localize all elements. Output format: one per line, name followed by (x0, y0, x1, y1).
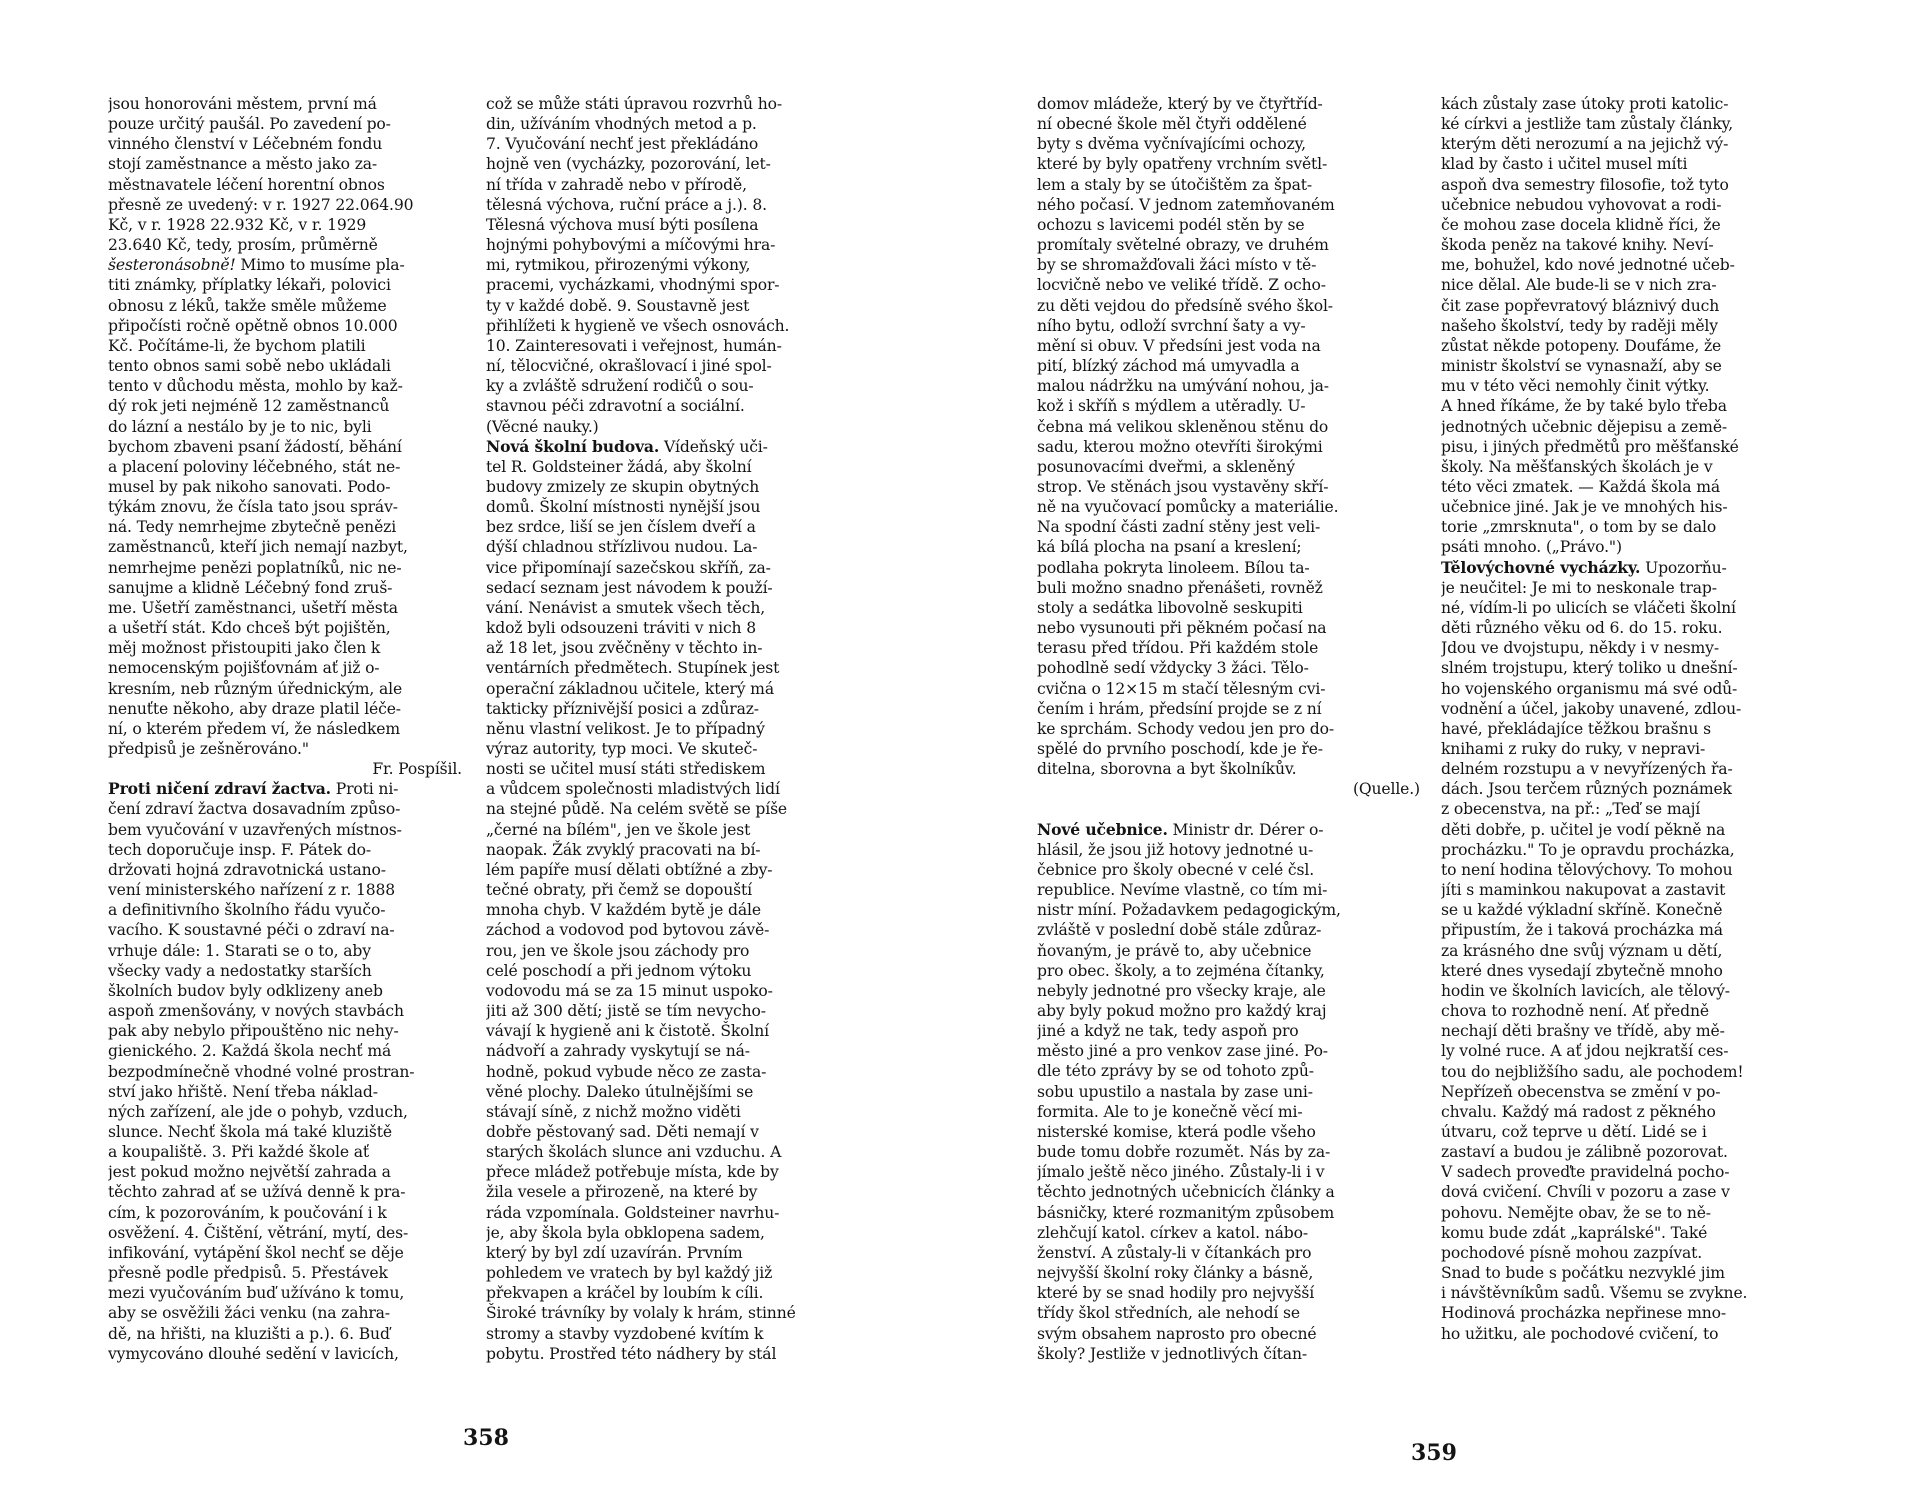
text-line: a ušetří stát. Kdo chceš být pojištěn, (108, 619, 391, 638)
text-line: V sadech proveďte pravidelná pocho- (1441, 1163, 1730, 1182)
text-line: zvláště v poslední době stále zdůraz- (1037, 921, 1322, 940)
text-line: ženství. A zůstaly-li v čítankách pro (1037, 1243, 1312, 1262)
text-line: chova to rozhodně není. Ať předně (1441, 1002, 1709, 1021)
text-line: jest pokud možno největší zahrada a (108, 1163, 391, 1182)
text-line: byty s dvěma vyčnívajícími ochozy, (1037, 135, 1306, 154)
text-line: které dnes vysedají zbytečně mnoho (1441, 961, 1723, 980)
section-heading: Tělovýchovné vycházky. (1441, 557, 1641, 577)
text-line: básničky, které rozmanitým způsobem (1037, 1203, 1335, 1222)
text-line: kož i skříň s mýdlem a utěradly. U- (1037, 397, 1306, 416)
text-line: pití, blízký záchod má umyvadla a (1037, 357, 1300, 376)
text-line: bezpodmínečně vhodné volné prostran- (108, 1062, 415, 1081)
text-line: spělé do prvního poschodí, kde je ře- (1037, 740, 1323, 758)
text-line: jsou honorováni městem, první má (108, 95, 377, 113)
text-line: din, užíváním vhodných metod a p. (486, 115, 757, 134)
text-line: osvěžení. 4. Čištění, větrání, mytí, des- (108, 1223, 409, 1242)
page-number: 359 (1411, 1440, 1457, 1466)
text-line: vání. Nenávist a smutek všech těch, (486, 598, 766, 617)
text-line: pochodové písně mohou zazpívat. (1441, 1243, 1703, 1262)
text-line: pisu, i jiných předmětů pro měšťanské (1441, 437, 1739, 456)
text-line: měj možnost přistoupiti jako člen k (108, 639, 381, 658)
text-line: torie „zmrsknuta", o tom by se dalo (1441, 518, 1717, 537)
text-line: aspoň dva semestry filosofie, tož tyto (1441, 175, 1729, 194)
text-line: stojí zaměstnance a město jako za- (108, 155, 378, 174)
text-line: nenuťte někoho, aby draze platil léče- (108, 699, 401, 718)
text-line: vinného členství v Léčebném fondu (108, 135, 383, 154)
text-line: těchto zahrad ať se užívá denně k pra- (108, 1183, 406, 1202)
emphasis: šesteronásobně! (108, 256, 236, 275)
text-line: děti různého věku od 6. do 15. roku. (1441, 619, 1723, 638)
text-line: ní, o kterém předem ví, že následkem (108, 719, 400, 738)
text-line: vacího. K soustavné péči o zdraví na- (108, 921, 395, 940)
text-line: tel R. Goldsteiner žádá, aby školní (486, 457, 752, 476)
text-line: i návštěvníkům sadů. Všemu se zvykne. (1441, 1284, 1748, 1303)
text-line: to není hodina tělovýchovy. To mohou (1441, 860, 1733, 879)
text-line: 7. Vyučování nechť jest překládáno (486, 135, 759, 154)
text-line: pouze určitý paušál. Po zavedení po- (108, 115, 391, 134)
text-line: Nová školní budova. Vídeňský uči- (486, 436, 768, 456)
text-line: tou do nejbližšího sadu, ale pochodem! (1441, 1062, 1744, 1081)
text-line: hlásil, že jsou již hotovy jednotné u- (1037, 840, 1314, 859)
text-line: kresním, neb různým úřednickým, ale (108, 679, 403, 698)
text-line: titi známky, příplatky lékaři, polovici (108, 276, 391, 295)
text-line: ministr školství se vynasnaží, aby se (1441, 357, 1722, 376)
text-line: vodovodu má se za 15 minut uspoko- (486, 981, 773, 1000)
text-line: celé poschodí a při jednom výtoku (486, 961, 752, 980)
text-line: dle této zprávy by se od tohoto způ- (1037, 1062, 1314, 1081)
text-line: stávají síně, z nichž možno viděti (486, 1102, 741, 1121)
text-line: mnoha chyb. V každém bytě je dále (486, 901, 761, 920)
text-line: město jiné a pro venkov zase jiné. Po- (1037, 1042, 1328, 1061)
text-line: Kč. Počítáme-li, že bychom platili (108, 336, 366, 355)
text-line: „černé na bílém", jen ve škole jest (486, 820, 751, 839)
text-line: vymycováno dlouhé sedění v lavicích, (108, 1344, 399, 1363)
text-line: pobytu. Prostřed této nádhery by stál (486, 1344, 777, 1363)
text-line: ho užitku, ale pochodové cvičení, to (1441, 1324, 1719, 1343)
page-number: 358 (463, 1425, 509, 1451)
page-359 (953, 0, 1906, 1500)
text-line: cím, k pozorováním, k poučování i k (108, 1203, 387, 1222)
text-line: terasu před třídou. Při každém stole (1037, 639, 1319, 658)
text-line: 23.640 Kč, tedy, prosím, průměrně (108, 236, 378, 255)
text-line: podlaha pokryta linoleem. Bílou ta- (1037, 558, 1310, 577)
text-line: jíti s maminkou nakupovat a zastavit (1441, 881, 1726, 900)
text-line: přesně podle předpisů. 5. Přestávek (108, 1264, 388, 1283)
text-line: bychom zbaveni psaní žádostí, běhání (108, 437, 402, 456)
text-line: sobu upustilo a nastala by zase uni- (1037, 1082, 1313, 1101)
text-line: školy? Jestliže v jednotlivých čítan- (1037, 1344, 1307, 1363)
text-line: na stejné půdě. Na celém světě se píše (486, 800, 788, 819)
text-line: ní, tělocvičné, okrašlovací i jiné spol- (486, 357, 772, 376)
text-line: zastaví a budou je zálibně pozorovat. (1441, 1143, 1728, 1162)
text-line: mění si obuv. V předsíni jest voda na (1037, 336, 1321, 355)
text-line: čebnice pro školy obecné v celé čsl. (1037, 860, 1315, 879)
text-line: děti dobře, p. učitel je vodí pěkně na (1441, 820, 1726, 839)
text-line: jiné a když ne tak, tedy aspoň pro (1037, 1022, 1299, 1041)
text-line: předpisů je zešněrováno." (108, 740, 309, 758)
right-page-column-1 (1037, 94, 1420, 1364)
text-line: domů. Školní místnosti nynější jsou (486, 498, 761, 517)
text-line: aspoň zmenšovány, v nových stavbách (108, 1002, 404, 1021)
text-line: žila vesele a přirozeně, na které by (486, 1183, 758, 1202)
text-line: Fr. Pospíšil. (372, 760, 462, 779)
text-line: 10. Zainteresovati i veřejnost, humán- (486, 336, 782, 355)
text-line: sadu, kterou možno otevříti širokými (1037, 437, 1323, 456)
text-line: jímalo ještě něco jiného. Zůstaly-li i v (1037, 1163, 1325, 1182)
text-line: knihami z ruky do ruky, v nepravi- (1441, 740, 1706, 758)
text-line: Nové učebnice. Ministr dr. Dérer o- (1037, 819, 1324, 839)
text-line: mezi vyučováním buď užíváno k tomu, (108, 1284, 405, 1303)
text-line: přihlížeti k hygieně ve všech osnovách. (486, 316, 790, 335)
text-line: dová cvičení. Chvíli v pozoru a zase v (1441, 1183, 1730, 1202)
text-line: jiti až 300 dětí; jistě se tím nevycho- (486, 1002, 766, 1021)
text-line: svým obsahem naprosto pro obecné (1037, 1324, 1317, 1343)
text-line: budovy zmizely ze skupin obytných (486, 477, 760, 496)
text-line: me. Ušetří zaměstnanci, ušetří města (108, 598, 398, 617)
text-line: Tělovýchovné vycházky. Upozorňu- (1441, 557, 1727, 577)
text-line: pracemi, vycházkami, vhodnými spor- (486, 276, 780, 295)
text-line: těchto jednotných učebnicích články a (1037, 1183, 1335, 1202)
text-line: bem vyučování v uzavřených místnos- (108, 820, 402, 839)
text-line: bez srdce, liší se jen číslem dveří a (486, 518, 756, 537)
text-line: nemrhejme penězi poplatníků, nic ne- (108, 558, 402, 577)
text-line: A hned říkáme, že by také bylo třeba (1441, 397, 1727, 416)
text-line: školních budov byly odklizeny aneb (108, 981, 383, 1000)
text-line: ná. Tedy nemrhejme zbytečně penězi (108, 518, 397, 537)
text-line: ty v každé době. 9. Soustavně jest (486, 296, 750, 315)
text-line: přesně ze uvedený: v r. 1927 22.064.90 (108, 195, 414, 214)
text-line: tech doporučuje insp. F. Pátek do- (108, 840, 372, 859)
text-line: starých školách slunce ani vzduchu. A (486, 1143, 782, 1162)
text-line: vení ministerského nařízení z r. 1888 (108, 881, 396, 900)
text-line: pohledem ve vratech by byl každý již (486, 1264, 773, 1283)
text-line: záchod a vodovod pod bytovou závě- (486, 921, 770, 940)
text-line: takticky příznivější posici a zdůraz- (486, 699, 759, 718)
text-line: překvapen a kráčel by loubím k cíli. (486, 1284, 764, 1303)
text-line: Nepřízeň obecenstva se změní v po- (1441, 1082, 1721, 1101)
text-line: pohodlně sedí vždycky 3 žáci. Tělo- (1037, 659, 1309, 678)
text-line: školy. Na měšťanských školách je v (1441, 457, 1713, 476)
text-line: připustím, že i taková procházka má (1441, 921, 1723, 940)
text-line: slunce. Nechť škola má také kluziště (108, 1122, 392, 1141)
text-line: psáti mnoho. („Právo.") (1441, 538, 1622, 557)
text-line: slném trojstupu, který toliko u dnešní- (1441, 659, 1738, 678)
text-line: které by byly opatřeny vrchním světl- (1037, 155, 1328, 174)
text-line: mu v této věci nemohly činit výtky. (1441, 377, 1710, 396)
text-line: Kč, v r. 1928 22.932 Kč, v r. 1929 (108, 215, 367, 234)
text-line: ke sprchám. Schody vedou jen pro do- (1037, 719, 1334, 738)
text-line: ní třída v zahradě nebo v přírodě, (486, 175, 747, 194)
text-line: ství jako hřiště. Není třeba náklad- (108, 1082, 378, 1101)
text-line: ventárních předmětech. Stupínek jest (486, 659, 780, 678)
text-line: nisterské komise, která podle všeho (1037, 1122, 1316, 1141)
text-line: věné plochy. Daleko útulnějšími se (486, 1082, 754, 1101)
text-line: vrhuje dále: 1. Starati se o to, aby (108, 941, 371, 960)
text-line: šesteronásobně! Mimo to musíme pla- (108, 256, 405, 275)
text-line: tečné obraty, při čemž se dopouští (486, 881, 752, 900)
text-line: stavnou péči zdravotní a sociální. (486, 397, 745, 416)
text-line: čení zdraví žactva dosavadním způso- (108, 800, 401, 819)
text-line: pohovu. Nemějte obav, že se to ně- (1441, 1203, 1711, 1222)
text-line: útvaru, což teprve u dětí. Lidé se i (1441, 1122, 1707, 1141)
text-line: kách zůstaly zase útoky proti katolic- (1441, 95, 1729, 113)
text-line: stromy a stavby vyzdobené kvítím k (486, 1324, 764, 1343)
text-line: tento obnos sami sobě nebo ukládali (108, 357, 391, 376)
text-line: týkám znovu, že čísla tato jsou správ- (108, 498, 398, 517)
text-line: mi, rytmikou, přirozenými výkony, (486, 256, 751, 275)
text-line: všecky vady a nedostatky starších (108, 961, 372, 980)
text-line: pak aby nebylo připouštěno nic nehy- (108, 1022, 399, 1041)
text-line: gienického. 2. Každá škola nechť má (108, 1042, 392, 1061)
text-line: výraz autority, typ moci. Ve skuteč- (486, 740, 758, 758)
text-line: tento v důchodu města, mohlo by kaž- (108, 377, 403, 396)
text-line: Snad to bude s počátku nezvyklé jim (1441, 1264, 1725, 1283)
text-line: sedací seznam jest návodem k použí- (486, 578, 773, 597)
text-line: ního bytu, odloží svrchní šaty a vy- (1037, 316, 1306, 335)
text-line: hodin ve školních lavicích, ale tělový- (1441, 981, 1730, 1000)
text-line: dýší chladnou střízlivou nudou. La- (486, 538, 758, 557)
text-line: ho vojenského organismu má své odů- (1441, 679, 1738, 698)
text-line: nosti se učitel musí státi střediskem (486, 760, 766, 779)
text-line: nechají děti brašny ve třídě, aby mě- (1441, 1022, 1725, 1041)
text-line: nistr míní. Požadavkem pedagogickým, (1037, 901, 1341, 920)
text-line: přece mládež potřebuje místa, kde by (486, 1163, 779, 1182)
text-line: né, vídím-li po ulicích se vláčeti školní (1441, 598, 1736, 617)
text-line: nice dělal. Ale bude-li se v nich zra- (1441, 276, 1717, 295)
text-line: nádvoří a zahrady vyskytují se ná- (486, 1042, 750, 1061)
text-line: ných zařízení, ale jde o pohyb, vzduch, (108, 1102, 408, 1121)
text-line: ké církvi a jestliže tam zůstaly články, (1441, 115, 1734, 134)
text-line: vice připomínají sazečskou skříň, za- (486, 558, 771, 577)
section-heading: Proti ničení zdraví žactva. (108, 779, 331, 799)
text-line: ného počasí. V jednom zatemňovaném (1037, 195, 1335, 214)
text-line: kdož byli odsouzeni tráviti v nich 8 (486, 619, 757, 638)
text-line: které by se snad hodily pro nejvyšší (1037, 1284, 1315, 1303)
text-line: ochozu s lavicemi podél stěn by se (1037, 215, 1305, 234)
text-line: dách. Jsou terčem různých poznámek (1441, 780, 1732, 799)
text-line: ňovaným, je právě to, aby učebnice (1037, 941, 1312, 960)
text-line: a vůdcem společnosti mladistvých lidí (486, 780, 780, 799)
text-line: lem a staly by se útočištěm za špat- (1037, 175, 1313, 194)
text-line: a placení poloviny léčebného, stát ne- (108, 457, 401, 476)
text-line: obnosu z léků, takže směle můžeme (108, 296, 387, 315)
text-line: procházku." To je opravdu procházka, (1441, 840, 1735, 859)
text-line: stoly a sedátka libovolně seskupiti (1037, 598, 1303, 617)
text-line: čebna má velikou skleněnou stěnu do (1037, 417, 1329, 436)
text-line: Jdou ve dvojstupu, někdy i v nesmy- (1441, 639, 1719, 658)
text-line: klad by často i učitel musel míti (1441, 155, 1688, 174)
text-line: buli možno snadno přenášeti, rovněž (1037, 578, 1323, 597)
text-line: této věci zmatek. — Každá škola má (1441, 477, 1720, 496)
text-line: havé, překládajíce těžkou brašnu s (1441, 719, 1711, 738)
text-line: strop. Ve stěnách jsou vystavěny skří- (1037, 477, 1329, 496)
text-line: ká bílá plocha na psaní a kreslení; (1037, 538, 1302, 557)
right-page-column-2 (1441, 94, 1819, 1344)
text-line: třídy škol středních, ale nehodí se (1037, 1304, 1300, 1323)
text-line: našeho školství, tedy by raději měly (1441, 316, 1718, 335)
text-line: čit zase popřevratový bláznivý duch (1441, 296, 1720, 315)
text-line: Široké trávníky by volaly k hrám, stinné (486, 1304, 796, 1323)
text-line: delném rozstupu a v nevyřízených řa- (1441, 760, 1733, 779)
text-line: ditelna, sborovna a byt školníkův. (1037, 760, 1297, 779)
text-line: pro obec. školy, a to zejména čítanky, (1037, 961, 1325, 980)
text-line: Proti ničení zdraví žactva. Proti ni- (108, 779, 399, 799)
text-line: ní obecné škole měl čtyři oddělené (1037, 115, 1307, 134)
text-line: vávají k hygieně ani k čistotě. Školní (486, 1022, 769, 1041)
text-line: bude tomu dobře rozumět. Nás by za- (1037, 1143, 1331, 1162)
text-line: učebnice jiné. Jak je ve mnohých his- (1441, 498, 1728, 517)
text-line: naopak. Žák zvyklý pracovati na bí- (486, 840, 761, 859)
text-line: sanujme a klidně Léčebný fond zruš- (108, 578, 393, 597)
text-line: kterým děti nerozumí a na jejichž vý- (1441, 135, 1729, 154)
text-line: promítaly světelné obrazy, ve druhém (1037, 236, 1329, 255)
text-line: lém papíře musí dělati obtížné a zby- (486, 860, 773, 879)
text-line: dě, na hřišti, na kluzišti a p.). 6. Buď (108, 1324, 390, 1343)
text-line: operační základnou učitele, který má (486, 679, 774, 698)
text-line: je, aby škola byla obklopena sadem, (486, 1223, 765, 1242)
text-line: nebo vysunouti při pěkném počasí na (1037, 619, 1327, 638)
text-line: ky a zvláště sdružení rodičů o sou- (486, 377, 754, 396)
text-line: Hodinová procházka nepřinese mno- (1441, 1304, 1726, 1323)
text-line: tělesná výchova, ruční práce a j.). 8. (486, 195, 767, 214)
text-line: až 18 let, jsou zvěčněny v těchto in- (486, 639, 763, 658)
text-line: malou nádržku na umývání nohou, ja- (1037, 377, 1329, 396)
text-line: z obecenstva, na př.: „Teď se mají (1441, 800, 1701, 819)
text-line: a koupaliště. 3. Při každé škole ať (108, 1143, 369, 1162)
text-line: ráda vzpomínala. Goldsteiner navrhu- (486, 1203, 780, 1222)
text-line: by se shromažďovali žáci místo v tě- (1037, 256, 1317, 275)
text-line: domov mládeže, který by ve čtyřtříd- (1037, 95, 1323, 113)
text-line: nebyly jednotné pro všecky kraje, ale (1037, 981, 1326, 1000)
text-line: držovati hojná zdravotnická ustano- (108, 860, 386, 879)
text-line: cvična o 12×15 m stačí tělesným cvi- (1037, 679, 1326, 698)
text-line: Tělesná výchova musí býti posílena (486, 215, 759, 234)
text-line: zaměstnanců, kteří jich nemají nazbyt, (108, 538, 408, 557)
text-line: hojně ven (vycházky, pozorování, let- (486, 155, 771, 174)
text-line: zůstat někde potopeny. Doufáme, že (1441, 336, 1722, 355)
text-line: jednotných učebnic dějepisu a země- (1441, 417, 1728, 436)
text-line: učebnice nebudou vyhovovat a rodi- (1441, 195, 1722, 214)
text-line: musel by pak nikoho sanovati. Podo- (108, 477, 391, 496)
text-line: ly volné ruce. A ať jdou nejkratší ces- (1441, 1042, 1729, 1061)
text-line (1037, 799, 1420, 819)
left-page-column-2 (486, 94, 862, 1364)
text-line: se u každé výkladní skříně. Konečně (1441, 901, 1723, 920)
left-page-column-1 (108, 94, 462, 1364)
text-line: aby byly pokud možno pro každý kraj (1037, 1002, 1327, 1021)
text-line: nemocenským pojišťovnám ať již o- (108, 659, 380, 678)
text-line: rou, jen ve škole jsou záchody pro (486, 941, 750, 960)
section-heading: Nová školní budova. (486, 436, 660, 456)
text-line: škoda peněz na takové knihy. Neví- (1441, 236, 1714, 255)
text-line: republice. Nevíme vlastně, co tím mi- (1037, 881, 1328, 900)
text-line: locvičně nebo ve veliké třídě. Z ocho- (1037, 276, 1326, 295)
text-line: hodně, pokud vybude něco ze zasta- (486, 1062, 767, 1081)
text-line: infikování, vytápění škol nechť se děje (108, 1243, 404, 1262)
text-line: (Quelle.) (1352, 780, 1420, 799)
text-line: vodnění a účel, jakoby unavené, zdlou- (1441, 699, 1742, 718)
text-line: dobře pěstovaný sad. Děti nemají v (486, 1122, 759, 1141)
text-line: něnu vlastní velikost. Je to případný (486, 719, 765, 738)
text-line: aby se osvěžili žáci venku (na zahra- (108, 1304, 390, 1323)
text-line: do lázní a nestálo by je to nic, byli (108, 417, 372, 436)
text-line: což se může státi úpravou rozvrhů ho- (486, 95, 782, 113)
text-line: nejvyšší školní roky články a básně, (1037, 1264, 1314, 1283)
text-line: ně na vyučovací pomůcky a materiálie. (1037, 498, 1339, 517)
text-line: hojnými pohybovými a míčovými hra- (486, 236, 776, 255)
text-line: je neučitel: Je mi to neskonale trap- (1441, 578, 1717, 597)
text-line: dý rok jeti nejméně 12 zaměstnanců (108, 397, 390, 416)
text-line: městnavatele léčení horentní obnos (108, 175, 385, 194)
text-line: Na spodní části zadní stěny jest veli- (1037, 518, 1321, 537)
text-line: če mohou zase docela klidně říci, že (1441, 215, 1721, 234)
text-line: (Věcné nauky.) (486, 417, 599, 436)
text-line: za krásného dne svůj význam u dětí, (1441, 941, 1723, 960)
text-line: který by byl zdí uzavírán. Prvním (486, 1243, 743, 1262)
text-line: čením i hrám, předsíní projde se z ní (1037, 699, 1322, 718)
text-line: a definitivního školního řádu vyučo- (108, 901, 386, 920)
text-line: připočísti ročně opětně obnos 10.000 (108, 316, 398, 335)
section-heading: Nové učebnice. (1037, 819, 1168, 839)
text-line: chvalu. Každý má radost z pěkného (1441, 1102, 1716, 1121)
text-line: zlehčují katol. církev a katol. nábo- (1037, 1223, 1308, 1242)
text-line: posunovacími dveřmi, a skleněný (1037, 457, 1295, 476)
text-line: zu děti vejdou do předsíně svého škol- (1037, 296, 1333, 315)
text-line: formita. Ale to je konečně věcí mi- (1037, 1102, 1303, 1121)
text-line: me, bohužel, kdo nové jednotné učeb- (1441, 256, 1735, 275)
text-line: komu bude zdát „kaprálské". Také (1441, 1223, 1708, 1242)
